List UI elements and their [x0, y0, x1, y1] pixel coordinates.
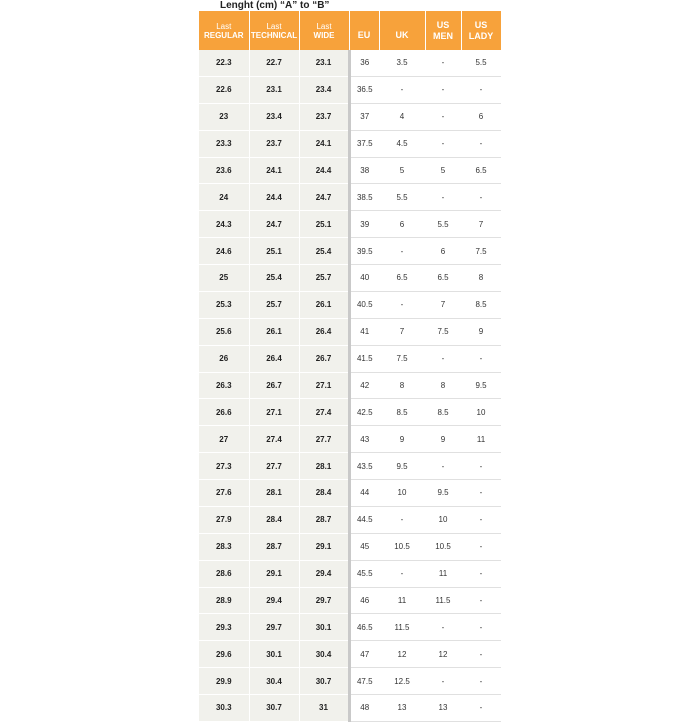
cell-wide: 27.4 [299, 399, 349, 426]
header-last-regular [199, 11, 249, 50]
table-row [199, 211, 501, 238]
table-row [199, 238, 501, 265]
cell-us-lady: - [461, 614, 501, 641]
table-row [199, 641, 501, 668]
header-us-lady [461, 11, 501, 50]
cell-wide: 26.7 [299, 345, 349, 372]
cell-uk: - [379, 560, 425, 587]
cell-regular: 25 [199, 265, 249, 292]
table-row [199, 291, 501, 318]
cell-wide: 26.1 [299, 291, 349, 318]
table-row [199, 76, 501, 103]
cell-wide: 24.1 [299, 130, 349, 157]
cell-uk: 13 [379, 695, 425, 722]
header-last-label: Last [266, 21, 282, 31]
cell-us-lady: - [461, 345, 501, 372]
cell-wide: 29.4 [299, 560, 349, 587]
cell-us-lady: 9.5 [461, 372, 501, 399]
cell-wide: 27.1 [299, 372, 349, 399]
cell-wide: 30.1 [299, 614, 349, 641]
cell-uk: 3.5 [379, 50, 425, 76]
table-row [199, 103, 501, 130]
cell-us-men: - [425, 614, 461, 641]
cell-eu: 40.5 [349, 291, 379, 318]
cell-us-men: 6 [425, 238, 461, 265]
cell-us-lady: - [461, 506, 501, 533]
cell-wide: 24.7 [299, 184, 349, 211]
cell-uk: - [379, 291, 425, 318]
cell-uk: 9 [379, 426, 425, 453]
cell-us-lady: 6 [461, 103, 501, 130]
cell-wide: 25.1 [299, 211, 349, 238]
cell-us-men: 10.5 [425, 533, 461, 560]
cell-wide: 30.7 [299, 668, 349, 695]
table-row [199, 184, 501, 211]
cell-regular: 24 [199, 184, 249, 211]
cell-regular: 23.6 [199, 157, 249, 184]
cell-eu: 37 [349, 103, 379, 130]
cell-technical: 29.1 [249, 560, 299, 587]
cell-wide: 29.1 [299, 533, 349, 560]
cell-uk: - [379, 238, 425, 265]
cell-regular: 29.3 [199, 614, 249, 641]
table-row [199, 480, 501, 507]
cell-technical: 26.7 [249, 372, 299, 399]
table-row [199, 426, 501, 453]
cell-wide: 23.7 [299, 103, 349, 130]
cell-eu: 45.5 [349, 560, 379, 587]
cell-uk: 8.5 [379, 399, 425, 426]
table-row [199, 318, 501, 345]
cell-eu: 44.5 [349, 506, 379, 533]
cell-technical: 28.7 [249, 533, 299, 560]
cell-technical: 27.1 [249, 399, 299, 426]
header-us-label: US [436, 19, 450, 30]
cell-regular: 26 [199, 345, 249, 372]
cell-technical: 28.4 [249, 506, 299, 533]
cell-wide: 26.4 [299, 318, 349, 345]
cell-technical: 29.4 [249, 587, 299, 614]
cell-regular: 23.3 [199, 130, 249, 157]
cell-us-men: 9.5 [425, 480, 461, 507]
cell-eu: 47.5 [349, 668, 379, 695]
header-eu: EU [349, 11, 379, 50]
cell-eu: 44 [349, 480, 379, 507]
cell-regular: 25.6 [199, 318, 249, 345]
cell-eu: 42.5 [349, 399, 379, 426]
cell-us-lady: - [461, 130, 501, 157]
cell-wide: 25.7 [299, 265, 349, 292]
cell-regular: 27.6 [199, 480, 249, 507]
cell-uk: 9.5 [379, 453, 425, 480]
table-row [199, 399, 501, 426]
cell-uk: 4 [379, 103, 425, 130]
table-row [199, 533, 501, 560]
cell-regular: 23 [199, 103, 249, 130]
cell-eu: 43 [349, 426, 379, 453]
cell-uk: 12.5 [379, 668, 425, 695]
cell-technical: 23.1 [249, 76, 299, 103]
cell-technical: 25.1 [249, 238, 299, 265]
cell-technical: 23.4 [249, 103, 299, 130]
cell-us-lady: 8.5 [461, 291, 501, 318]
cell-uk: 5 [379, 157, 425, 184]
cell-eu: 41 [349, 318, 379, 345]
cell-technical: 30.4 [249, 668, 299, 695]
cell-us-men: 10 [425, 506, 461, 533]
cell-us-men: 12 [425, 641, 461, 668]
cell-regular: 27.9 [199, 506, 249, 533]
cell-technical: 29.7 [249, 614, 299, 641]
cell-eu: 45 [349, 533, 379, 560]
table-row [199, 372, 501, 399]
cell-regular: 28.6 [199, 560, 249, 587]
cell-eu: 47 [349, 641, 379, 668]
cell-uk: 4.5 [379, 130, 425, 157]
header-us-men [425, 11, 461, 50]
cell-us-lady: 7 [461, 211, 501, 238]
cell-us-lady: 6.5 [461, 157, 501, 184]
cell-wide: 24.4 [299, 157, 349, 184]
cell-eu: 39.5 [349, 238, 379, 265]
header-lady-label: LADY [468, 30, 494, 41]
cell-us-lady: - [461, 668, 501, 695]
cell-us-men: - [425, 668, 461, 695]
cell-eu: 43.5 [349, 453, 379, 480]
cell-us-men: 8.5 [425, 399, 461, 426]
cell-technical: 26.1 [249, 318, 299, 345]
cell-us-men: 13 [425, 695, 461, 722]
cell-regular: 30.3 [199, 695, 249, 722]
cell-us-men: - [425, 103, 461, 130]
cell-wide: 23.1 [299, 50, 349, 76]
cell-uk: 10.5 [379, 533, 425, 560]
cell-regular: 26.6 [199, 399, 249, 426]
cell-us-lady: - [461, 480, 501, 507]
cell-technical: 22.7 [249, 50, 299, 76]
cell-regular: 22.3 [199, 50, 249, 76]
cell-eu: 41.5 [349, 345, 379, 372]
cell-regular: 25.3 [199, 291, 249, 318]
cell-eu: 46.5 [349, 614, 379, 641]
header-technical-label: TECHNICAL [250, 30, 298, 40]
table-row [199, 560, 501, 587]
cell-us-men: 7.5 [425, 318, 461, 345]
header-men-label: MEN [433, 30, 453, 41]
cell-us-men: - [425, 184, 461, 211]
cell-wide: 27.7 [299, 426, 349, 453]
cell-uk: 7.5 [379, 345, 425, 372]
cell-eu: 40 [349, 265, 379, 292]
cell-wide: 30.4 [299, 641, 349, 668]
cell-regular: 24.6 [199, 238, 249, 265]
cell-us-men: - [425, 345, 461, 372]
cell-us-lady: - [461, 587, 501, 614]
cell-us-lady: - [461, 533, 501, 560]
cell-eu: 37.5 [349, 130, 379, 157]
cell-technical: 26.4 [249, 345, 299, 372]
cell-us-men: 8 [425, 372, 461, 399]
cell-us-men: - [425, 76, 461, 103]
cell-technical: 24.1 [249, 157, 299, 184]
cell-us-men: 7 [425, 291, 461, 318]
cell-eu: 42 [349, 372, 379, 399]
cell-us-men: 9 [425, 426, 461, 453]
cell-regular: 27 [199, 426, 249, 453]
cell-eu: 38.5 [349, 184, 379, 211]
table-row [199, 130, 501, 157]
cell-wide: 23.4 [299, 76, 349, 103]
cell-regular: 27.3 [199, 453, 249, 480]
cell-uk: 11 [379, 587, 425, 614]
cell-technical: 24.4 [249, 184, 299, 211]
header-uk: UK [379, 11, 425, 50]
cell-us-men: 11.5 [425, 587, 461, 614]
chart-title: Lenght (cm) “A” to “B” [220, 0, 330, 11]
cell-wide: 28.1 [299, 453, 349, 480]
cell-wide: 25.4 [299, 238, 349, 265]
cell-us-lady: 5.5 [461, 50, 501, 76]
cell-regular: 22.6 [199, 76, 249, 103]
table-row [199, 668, 501, 695]
table-row [199, 695, 501, 722]
header-last-label: Last [216, 21, 232, 31]
cell-technical: 30.7 [249, 695, 299, 722]
cell-us-lady: 8 [461, 265, 501, 292]
table-row [199, 50, 501, 76]
cell-us-lady: - [461, 453, 501, 480]
cell-uk: 11.5 [379, 614, 425, 641]
cell-technical: 30.1 [249, 641, 299, 668]
header-regular-label: REGULAR [203, 30, 244, 40]
cell-regular: 28.3 [199, 533, 249, 560]
cell-technical: 28.1 [249, 480, 299, 507]
header-wide-label: WIDE [313, 30, 335, 40]
table-row [199, 345, 501, 372]
cell-wide: 28.4 [299, 480, 349, 507]
cell-us-lady: - [461, 641, 501, 668]
cell-us-men: 5.5 [425, 211, 461, 238]
cell-uk: 8 [379, 372, 425, 399]
cell-uk: 5.5 [379, 184, 425, 211]
cell-eu: 38 [349, 157, 379, 184]
cell-regular: 29.9 [199, 668, 249, 695]
header-last-label: Last [316, 21, 332, 31]
cell-eu: 36 [349, 50, 379, 76]
cell-uk: 6.5 [379, 265, 425, 292]
cell-us-lady: 9 [461, 318, 501, 345]
cell-regular: 28.9 [199, 587, 249, 614]
cell-uk: - [379, 506, 425, 533]
cell-us-men: - [425, 453, 461, 480]
cell-us-lady: - [461, 560, 501, 587]
cell-wide: 31 [299, 695, 349, 722]
cell-uk: 6 [379, 211, 425, 238]
cell-uk: 7 [379, 318, 425, 345]
cell-technical: 27.7 [249, 453, 299, 480]
cell-us-lady: - [461, 184, 501, 211]
cell-uk: 12 [379, 641, 425, 668]
header-us-label: US [474, 19, 488, 30]
cell-regular: 24.3 [199, 211, 249, 238]
cell-wide: 29.7 [299, 587, 349, 614]
cell-eu: 46 [349, 587, 379, 614]
table-row [199, 265, 501, 292]
cell-technical: 24.7 [249, 211, 299, 238]
header-last-wide [299, 11, 349, 50]
table-row [199, 587, 501, 614]
table-row [199, 506, 501, 533]
cell-wide: 28.7 [299, 506, 349, 533]
cell-us-men: 11 [425, 560, 461, 587]
cell-us-lady: 10 [461, 399, 501, 426]
cell-uk: 10 [379, 480, 425, 507]
cell-technical: 25.4 [249, 265, 299, 292]
cell-eu: 48 [349, 695, 379, 722]
cell-us-lady: 7.5 [461, 238, 501, 265]
cell-technical: 27.4 [249, 426, 299, 453]
cell-us-men: 6.5 [425, 265, 461, 292]
cell-us-men: - [425, 50, 461, 76]
cell-us-lady: 11 [461, 426, 501, 453]
header-row [199, 11, 501, 50]
cell-us-lady: - [461, 695, 501, 722]
header-last-technical [249, 11, 299, 50]
cell-regular: 29.6 [199, 641, 249, 668]
table-row [199, 614, 501, 641]
cell-us-lady: - [461, 76, 501, 103]
cell-technical: 25.7 [249, 291, 299, 318]
table-row [199, 453, 501, 480]
table-row [199, 157, 501, 184]
cell-technical: 23.7 [249, 130, 299, 157]
cell-eu: 39 [349, 211, 379, 238]
cell-regular: 26.3 [199, 372, 249, 399]
size-table [199, 11, 502, 722]
cell-us-men: 5 [425, 157, 461, 184]
cell-eu: 36.5 [349, 76, 379, 103]
cell-us-men: - [425, 130, 461, 157]
cell-uk: - [379, 76, 425, 103]
